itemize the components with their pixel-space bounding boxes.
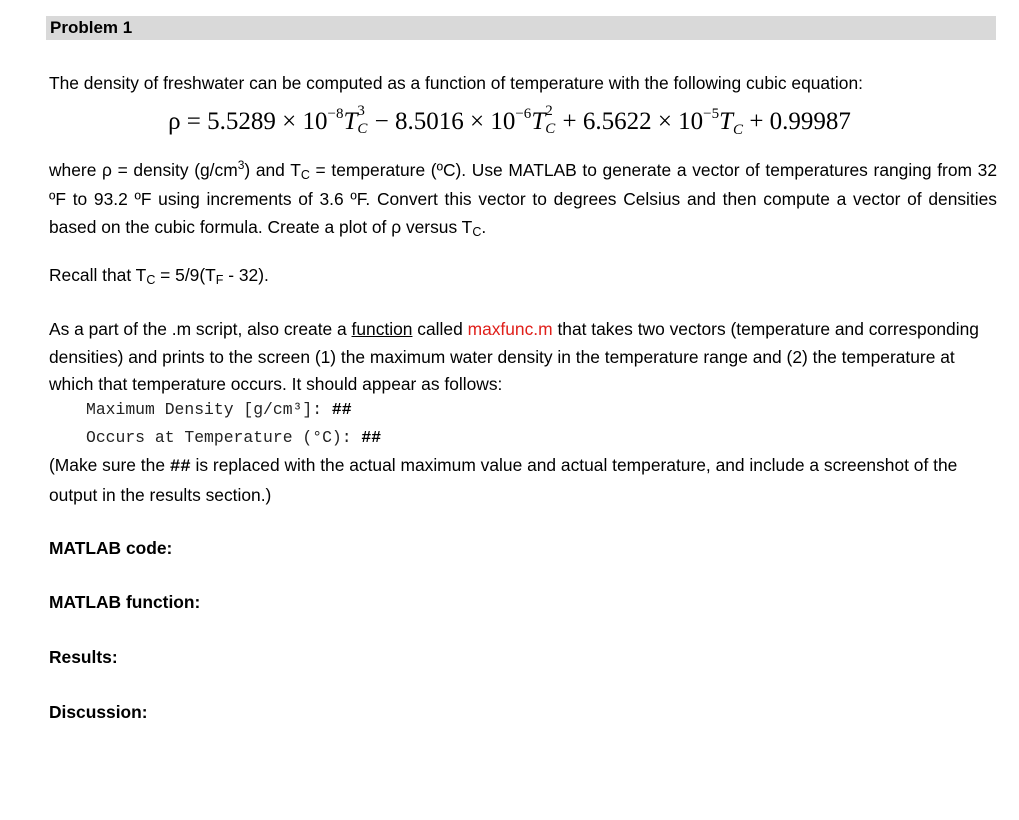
equation-exp2: −6 [515, 106, 532, 122]
where-superscript: 3 [237, 158, 245, 172]
equation-tail: + 0.99987 [743, 108, 851, 135]
equation-mid1: − 8.5016 × 10 [368, 108, 516, 135]
where-text-4: . [481, 216, 487, 237]
where-subscript-c2: C [472, 224, 482, 239]
density-equation [0, 103, 1019, 138]
recall-text-1: Recall that T [49, 265, 147, 285]
function-filename: maxfunc.m [467, 319, 553, 339]
recall-text-3: - 32). [223, 265, 269, 285]
equation-sup2: 2 [545, 103, 553, 119]
equation-mid2: + 6.5622 × 10 [556, 108, 704, 135]
equation-script1 [357, 103, 368, 137]
note-paragraph [49, 452, 997, 509]
note-text-1: (Make sure the [49, 455, 170, 475]
output-value-temperature: ## [361, 428, 382, 447]
section-results: Results: [49, 647, 118, 667]
equation-var3: T [719, 108, 734, 135]
where-paragraph [49, 152, 997, 243]
equation-script2 [545, 103, 556, 137]
note-hashes: ## [169, 458, 191, 477]
function-text-2: called [412, 319, 468, 339]
problem-header-bar [46, 16, 996, 40]
where-text-2: ) and T [244, 159, 301, 180]
section-discussion: Discussion: [49, 702, 148, 722]
recall-subscript-c: C [146, 273, 156, 287]
equation-var2: T [531, 108, 546, 135]
intro-paragraph: The density of freshwater can be computed as a function of temperature with the following cubic equation: [49, 73, 863, 93]
recall-paragraph [49, 262, 997, 292]
output-label-density: Maximum Density [g/cm³]: [86, 400, 332, 419]
section-matlab-code: MATLAB code: [49, 538, 173, 558]
equation-exp3: −5 [703, 106, 720, 122]
equation-lhs: ρ = 5.5289 × 10 [168, 108, 328, 135]
function-text-1: As a part of the .m script, also create a [49, 319, 352, 339]
note-text-2: is replaced with the actual maximum value and actual temperature, and include a screenshot of the output in the results section.) [49, 455, 958, 505]
output-label-temperature: Occurs at Temperature (°C): [86, 428, 362, 447]
output-line-temperature [86, 428, 381, 447]
problem-title: Problem 1 [50, 18, 133, 37]
recall-text-2: = 5/9(T [155, 265, 216, 285]
equation-sub3: C [733, 122, 744, 138]
equation-sub2: C [545, 121, 556, 137]
output-value-density: ## [331, 400, 352, 419]
recall-subscript-f: F [215, 273, 224, 287]
output-line-density [86, 400, 352, 419]
equation-exp1: −8 [327, 106, 344, 122]
equation-var1: T [343, 108, 358, 135]
where-text-3: = temperature (ºC). Use MATLAB to generate a vector of temperatures ranging from 32 ºF to 93.2 ºF using increments of 3.6 ºF. Convert this vector to degrees Celsius and then compute a vector of densities based on the cubic formula. Create a plot of ρ versus T [49, 159, 998, 237]
equation-sup1: 3 [357, 103, 365, 119]
function-link[interactable]: function [351, 319, 413, 339]
where-subscript-c: C [300, 167, 310, 182]
equation-sub1: C [357, 121, 368, 137]
function-paragraph [49, 316, 997, 399]
function-text-3: that takes two vectors (temperature and corresponding densities) and prints to the screen (1) the maximum water density in the temperature range and (2) the temperature at which that temperature occurs. It should appear as follows: [49, 319, 979, 394]
where-text-1: where ρ = density (g/cm [49, 159, 238, 180]
section-matlab-function: MATLAB function: [49, 592, 201, 612]
